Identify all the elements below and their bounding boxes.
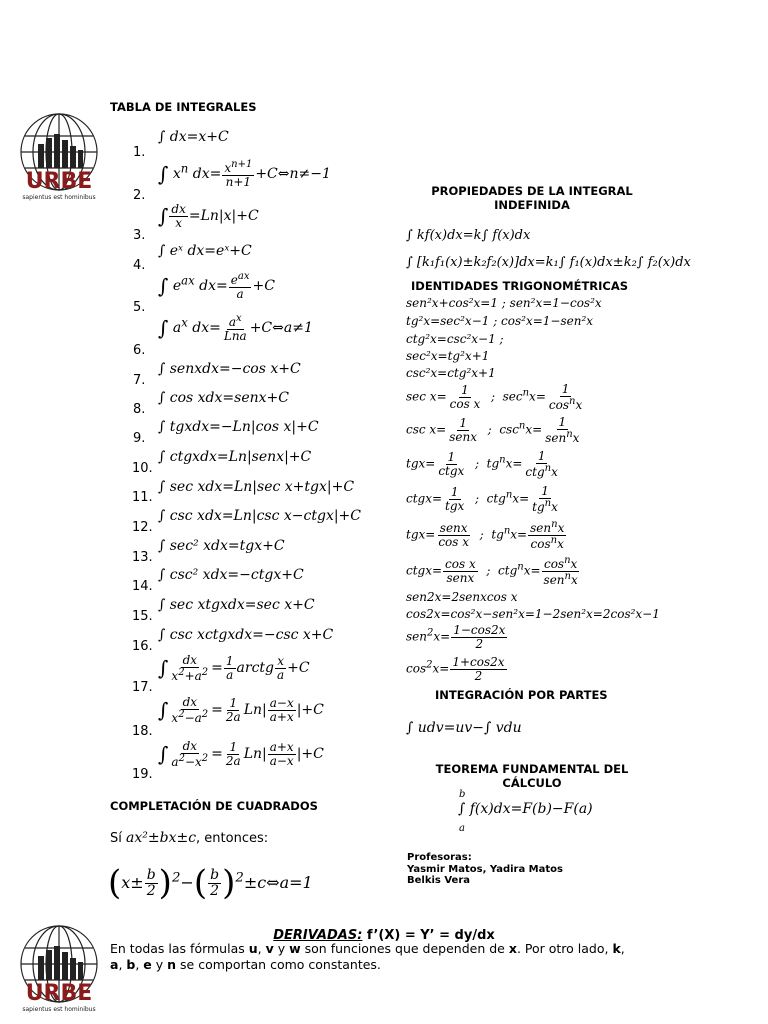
partes-title: INTEGRACIÓN POR PARTES (435, 688, 608, 702)
integral-number: 11. (132, 490, 153, 505)
cuadrados-title: COMPLETACIÓN DE CUADRADOS (110, 799, 318, 813)
integral-number: 6. (133, 343, 146, 358)
trig-line-17: cos2x=cos²x−sen²x=1−2sen²x=2cos²x−1 (406, 607, 660, 621)
integral-number: 5. (133, 300, 146, 315)
cuadrados-entonces: , entonces: (196, 831, 269, 846)
integral-15: ∫ sec xtgxdx=sec x+C (158, 597, 315, 613)
urbe-logo (16, 108, 102, 204)
logo-motto: sapientus est hominibus (22, 1006, 96, 1013)
integral-number: 14. (132, 579, 153, 594)
trig-line-18: sen$^2$x= $\frac{1-\cos 2x}{2}$ (406, 623, 506, 651)
integral-17: ∫ $\frac{dx}{x^2+a^2}$ = $\frac{1}{a}$ arctg $\frac{x}{a}$ +C (158, 653, 310, 683)
cuadrados-si: Sí (110, 831, 122, 846)
trig-line-16: sen2x=2senxcos x (406, 590, 518, 604)
propiedades-title: PROPIEDADES DE LA INTEGRAL INDEFINIDA (431, 184, 633, 212)
cuadrados-statement (110, 830, 268, 846)
integral-3: ∫ $\frac{dx}{x}$ =Ln|x|+C (158, 202, 259, 230)
integral-number: 15. (132, 609, 153, 624)
trig-line-8: tgx= 1 ctgx ; $tg^nx=$ 1 ctg$^n$x (406, 449, 558, 479)
integral-number: 3. (133, 228, 146, 243)
trig-line-4: sec²x=tg²x+1 (406, 349, 490, 363)
integral-number: 10. (132, 461, 153, 476)
trig-line-10: tgx= senx cos x ; $tg^nx=$ sen$^n$x $\cos^nx$ (406, 519, 565, 551)
logo-text: URBE (25, 169, 93, 194)
trig-line-11: ctgx= cos x senx ; ctg$^n$x= $\cos^nx$ sen$^n$x (406, 555, 578, 587)
teorema-upper: b (459, 789, 466, 800)
integral-6: ∫ $a^x$ dx= $a^x$ Lna +C⇔a≠1 (158, 313, 313, 343)
integral-12: ∫ csc xdx=Ln|csc x−ctgx|+C (158, 508, 361, 524)
derivadas-title: DERIVADAS: (273, 928, 363, 943)
trig-line-5: csc²x=ctg²x+1 (406, 366, 496, 380)
integral-number: 2. (133, 188, 146, 203)
teorema-lower: a (459, 823, 465, 834)
integral-13: ∫ sec² xdx=tgx+C (158, 538, 285, 554)
logo-motto: sapientus est hominibus (22, 194, 96, 201)
partes-formula: ∫ udv=uv−∫ vdu (406, 720, 522, 736)
trig-title: IDENTIDADES TRIGONOMÉTRICAS (411, 279, 629, 293)
derivadas-text-d: se comportan como constantes. (176, 956, 381, 972)
integral-2: ∫ $x^n$ dx= $\frac{x^{n+1}}{n+1}$ +C⇔n≠−1 (158, 159, 331, 189)
integrals-title: TABLA DE INTEGRALES (110, 100, 257, 114)
derivadas-text: En todas las fórmulas u, v y w son funciones que dependen de x. Por otro lado, k, a, b, e y n se comportan como constantes. (110, 941, 625, 972)
integral-number: 17. (132, 680, 153, 695)
trig-line-7: csc x= 1 senx ; $\csc^nx=$ 1 sen$^n$x (406, 415, 580, 445)
teorema-title: TEOREMA FUNDAMENTAL DEL CÁLCULO (435, 762, 629, 790)
logo-text: URBE (25, 981, 93, 1006)
profesoras-block (407, 852, 563, 887)
integral-4: ∫ eˣ dx=eˣ+C (158, 243, 252, 259)
derivadas-text-c: . Por otro lado, (516, 941, 613, 956)
trig-line-2: tg²x=sec²x−1 ; cos²x=1−sen²x (406, 314, 594, 328)
integral-7: ∫ senxdx=−cos x+C (158, 361, 301, 377)
profesoras-names-1: Yasmir Matos, Yadira Matos (407, 863, 563, 875)
integral-number: 9. (133, 431, 146, 446)
integral-10: ∫ ctgxdx=Ln|senx|+C (158, 449, 312, 465)
cuadrados-expr: ax²±bx±c (126, 830, 197, 846)
integral-number: 7. (133, 373, 146, 388)
integral-8: ∫ cos xdx=senx+C (158, 390, 289, 406)
integral-number: 19. (132, 767, 153, 782)
integral-5: ∫ $e^{ax}$ dx= $e^{ax}$ a +C (158, 271, 275, 301)
integral-number: 13. (132, 550, 153, 565)
trig-line-19: $\cos^2x=$ $\frac{1+\cos 2x}{2}$ (406, 655, 505, 683)
integral-11: ∫ sec xdx=Ln|sec x+tgx|+C (158, 479, 355, 495)
integral-number: 16. (132, 639, 153, 654)
integral-number: 12. (132, 520, 153, 535)
integral-1: ∫ dx=x+C (158, 129, 229, 145)
trig-line-3: ctg²x=csc²x−1 ; (406, 332, 504, 346)
integral-number: 8. (133, 402, 146, 417)
trig-line-9: ctgx= 1 tgx ; ctg$^n$x= 1 $tg^nx$ (406, 484, 558, 514)
integral-9: ∫ tgxdx=−Ln|cos x|+C (158, 419, 319, 435)
integral-16: ∫ csc xctgxdx=−csc x+C (158, 627, 334, 643)
derivadas-text-b: son funciones que dependen de (300, 941, 509, 956)
integral-number: 1. (133, 145, 146, 160)
integral-14: ∫ csc² xdx=−ctgx+C (158, 567, 304, 583)
teorema-formula: ∫ f(x)dx=F(b)−F(a) (458, 801, 593, 817)
integral-18: ∫ $\frac{dx}{x^2-a^2}$ = $\frac{1}{2a}$ Ln| $\frac{a-x}{a+x}$ |+C (158, 695, 324, 725)
integral-19: ∫ $\frac{dx}{a^2-x^2}$ = $\frac{1}{2a}$ Ln| $\frac{a+x}{a-x}$ |+C (158, 739, 324, 769)
trig-line-1: sen²x+cos²x=1 ; sen²x=1−cos²x (406, 296, 602, 310)
profesoras-names-2: Belkis Vera (407, 875, 470, 886)
integral-number: 18. (132, 724, 153, 739)
propiedad-1: ∫ kf(x)dx=k∫ f(x)dx (406, 228, 531, 243)
derivadas-definition: f’(X) = Y’ = dy/dx (366, 928, 495, 943)
propiedad-2: ∫ [k₁f₁(x)±k₂f₂(x)]dx=k₁∫ f₁(x)dx±k₂∫ f₂(x)dx (406, 255, 691, 270)
trig-line-6: sec x= $\frac{1}{\text{cos x}}$ ; $\sec^nx=$ $\frac{1}{\cos^nx}$ (406, 382, 583, 412)
derivadas-text-a: En todas las fórmulas (110, 941, 249, 956)
profesoras-label: Profesoras: (407, 852, 472, 863)
integral-number: 4. (133, 258, 146, 273)
cuadrados-formula: (x± $\frac{b}{2}$ )$^2$−( $\frac{b}{2}$ )$^2$±c⇔a=1 (108, 863, 313, 903)
